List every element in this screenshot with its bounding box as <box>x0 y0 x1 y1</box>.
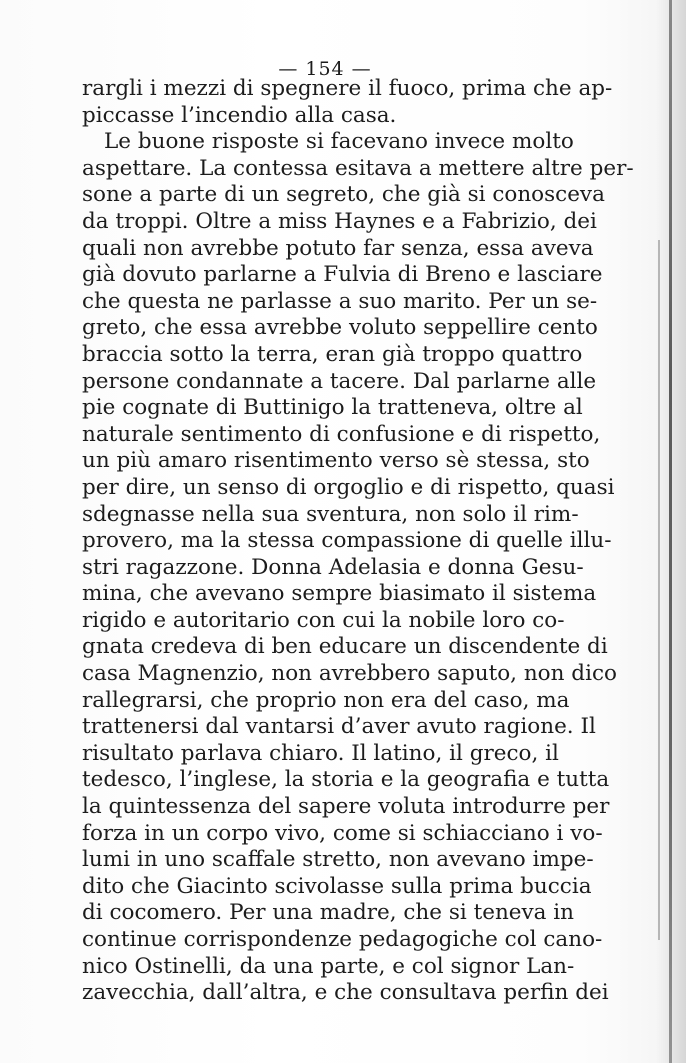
text-line: di cocomero. Per una madre, che si teneva in <box>82 900 575 926</box>
text-line: rigido e autoritario con cui la nobile loro co- <box>82 607 565 633</box>
body-text <box>82 76 634 1007</box>
text-line: Le buone risposte si facevano invece molto <box>104 129 574 155</box>
text-line: già dovuto parlarne a Fulvia di Breno e lasciare <box>82 262 603 288</box>
text-line: mina, che avevano sempre biasimato il sistema <box>82 581 597 607</box>
page-number: — 154 — <box>278 58 372 80</box>
text-line: lumi in uno scaffale stretto, non avevano impe- <box>82 847 594 873</box>
text-line: risultato parlava chiaro. Il latino, il greco, il <box>82 740 559 766</box>
text-line: la quintessenza del sapere voluta introdurre per <box>82 794 610 820</box>
text-line: braccia sotto la terra, eran già troppo quattro <box>82 341 583 367</box>
text-line: provero, ma la stessa compassione di quelle illu- <box>82 528 612 554</box>
page-edge-mark <box>658 240 660 940</box>
text-line: sone a parte di un segreto, che già si conosceva <box>82 182 605 208</box>
text-line: quali non avrebbe potuto far senza, essa aveva <box>82 235 594 261</box>
text-line: forza in un corpo vivo, come si schiacciano i vo- <box>82 820 603 846</box>
text-line: greto, che essa avrebbe voluto seppellire cento <box>82 315 598 341</box>
text-line: continue corrispondenze pedagogiche col cano- <box>82 927 603 952</box>
text-line: che questa ne parlasse a suo marito. Per un se- <box>82 288 598 314</box>
text-line: naturale sentimento di confusione e di rispetto, <box>82 421 601 447</box>
text-line: nico Ostinelli, da una parte, e col signor Lan- <box>82 953 575 979</box>
text-line: gnata credeva di ben educare un discendente di <box>82 634 608 660</box>
text-line: tedesco, l’inglese, la storia e la geografia e tutta <box>82 767 610 793</box>
text-line: rallegrarsi, che proprio non era del caso, ma <box>82 687 570 713</box>
text-line: sdegnasse nella sua sventura, non solo il rim- <box>82 501 579 527</box>
text-line: piccasse l’incendio alla casa. <box>82 102 397 128</box>
text-line: rargli i mezzi di spegnere il fuoco, prima che ap- <box>82 76 613 101</box>
text-line: trattenersi dal vantarsi d’aver avuto ragione. Il <box>82 714 596 740</box>
text-line: casa Magnenzio, non avrebbero saputo, non dico <box>82 661 617 687</box>
text-line: persone condannate a tacere. Dal parlarne alle <box>82 368 597 394</box>
page-binding-edge <box>669 0 672 1063</box>
text-line: zavecchia, dall’altra, e che consultava perfin dei <box>82 980 609 1006</box>
text-line: aspettare. La contessa esitava a mettere altre per- <box>82 155 634 181</box>
text-line: stri ragazzone. Donna Adelasia e donna Gesu- <box>82 554 584 580</box>
text-line: un più amaro risentimento verso sè stessa, sto <box>82 448 590 474</box>
text-line: per dire, un senso di orgoglio e di rispetto, quasi <box>82 474 615 500</box>
text-line: pie cognate di Buttinigo la tratteneva, oltre al <box>82 395 583 421</box>
text-line: da troppi. Oltre a miss Haynes e a Fabrizio, dei <box>82 208 597 234</box>
text-line: dito che Giacinto scivolasse sulla prima buccia <box>82 873 592 899</box>
